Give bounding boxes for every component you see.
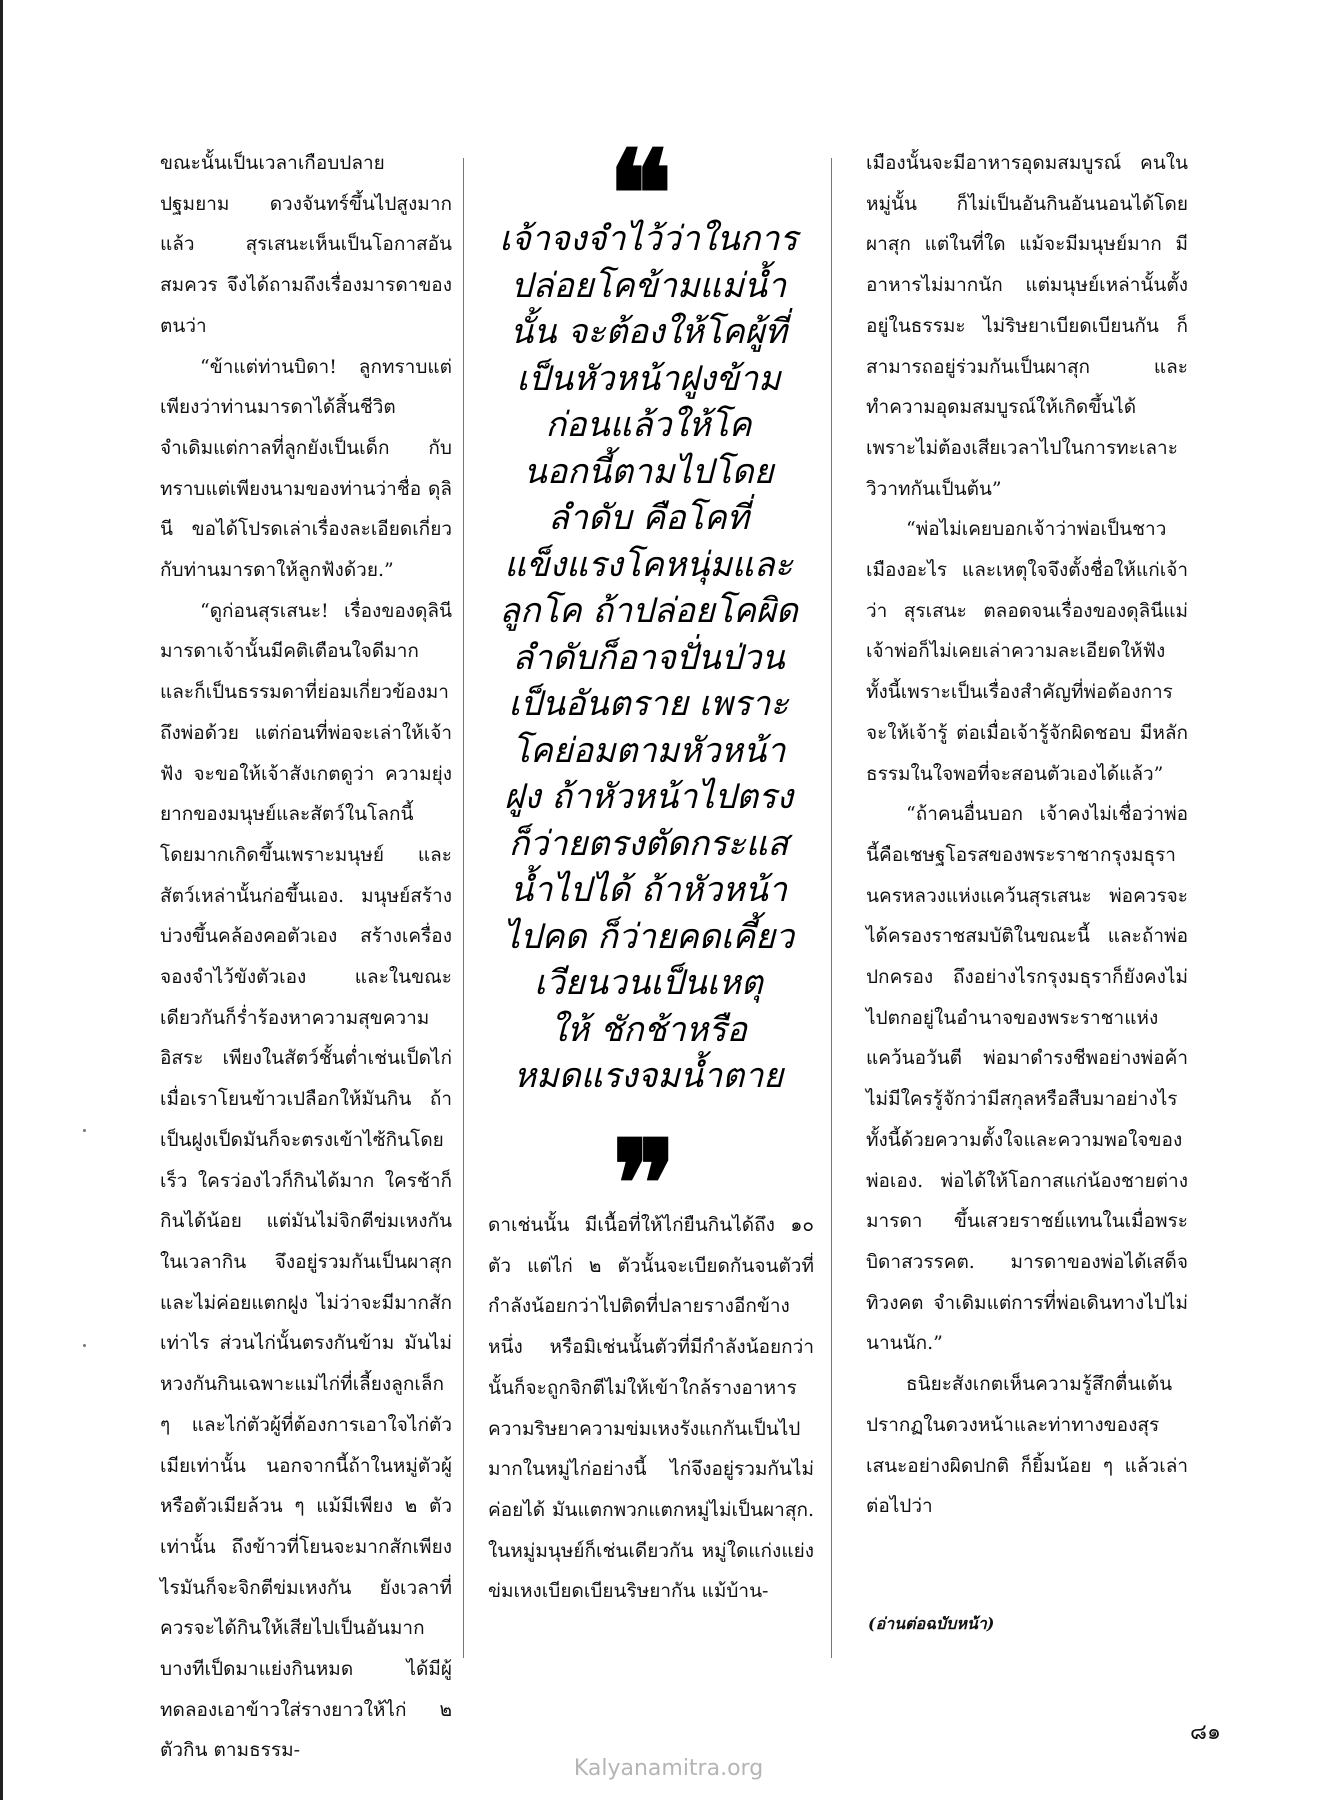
scan-speck <box>83 1129 86 1132</box>
pull-quote-line: เจ้าจงจำไว้ว่าในการ <box>499 219 798 259</box>
middle-paragraph-1: ดาเช่นนั้น มีเนื้อที่ให้ไก่ยืนกินได้ถึง ๑๐ ตัว แต่ไก่ ๒ ตัวนั้นจะเบียดกันจนตัวที่กำลังน้อยกว่าไปติดที่ปลายรางอีกข้างหนึ่ง หรือมิเช่นนั้นตัวที่มีกำลังน้อยกว่านั้นก็จะถูกจิกตีไม่ให้เข้าใกล้รางอาหาร ความริษยาความข่มเหงรังแกกันเป็นไปมากในหมู่ไก่อย่างนี้ ไก่จึงอยู่รวมกันไม่ค่อยได้ มันแตกพวกแตกหมู่ไม่เป็นผาสุก. ในหมู่มนุษย์ก็เช่นเดียวกัน หมู่ใดแก่งแย่งข่มเหงเบียดเบียนริษยากัน แม้บ้าน- <box>488 1214 814 1603</box>
pull-quote <box>466 216 831 1100</box>
close-quote-icon: ❞ <box>612 1114 659 1255</box>
left-paragraph-1: ขณะนั้นเป็นเวลาเกือบปลายปฐมยาม ดวงจันทร์ขึ้นไปสูงมากแล้ว สุรเสนะเห็นเป็นโอกาสอันสมควร จึงได้ถามถึงเรื่องมารดาของตนว่า <box>160 152 452 337</box>
pull-quote-line: น้ำไปได้ ถ้าหัวหน้า <box>510 870 787 910</box>
pull-quote-line: หมดแรงจมน้ำตาย <box>513 1056 784 1096</box>
column-divider-left <box>463 158 464 1658</box>
column-divider-right <box>831 158 832 1658</box>
pull-quote-line: ลูกโค ถ้าปล่อยโคผิด <box>499 591 798 631</box>
right-paragraph-4: ธนิยะสังเกตเห็นความรู้สึกตื่นเต้น ปรากฏในดวงหน้าและท่าทางของสุรเสนะอย่างผิดปกติ ก็ยิ้มน้อย ๆ แล้วเล่าต่อไปว่า <box>866 1373 1188 1518</box>
pull-quote-line: นั้น จะต้องให้โคผู้ที่ <box>510 312 787 352</box>
pull-quote-line: ลำดับ คือโคที่ <box>548 498 749 538</box>
pull-quote-line: ฝูง ถ้าหัวหน้าไปตรง <box>504 777 793 817</box>
left-paragraph-2: “ข้าแต่ท่านบิดา! ลูกทราบแต่เพียงว่าท่านมารดาได้สิ้นชีวิต จำเดิมแต่กาลที่ลูกยังเป็นเด็ก กับทราบแต่เพียงนามของท่านว่าชื่อ ดุลินี ขอได้โปรดเล่าเรื่องละเอียดเกี่ยวกับท่านมารดาให้ลูกฟังด้วย.” <box>160 355 452 582</box>
page-edge-line <box>0 0 3 1800</box>
pull-quote-line: แข็งแรงโคหนุ่มและ <box>504 544 793 585</box>
pull-quote-line: ให้ ชักช้าหรือ <box>550 1009 747 1050</box>
right-paragraph-2: “พ่อไม่เคยบอกเจ้าว่าพ่อเป็นชาวเมืองอะไร และเหตุใจจึงตั้งชื่อให้แก่เจ้าว่า สุรเสนะ ตลอดจนเรื่องของดุลินีแม่เจ้าพ่อก็ไม่เคยเล่าความละเอียดให้ฟัง ทั้งนี้เพราะเป็นเรื่องสำคัญที่พ่อต้องการจะให้เจ้ารู้ ต่อเมื่อเจ้ารู้จักผิดชอบ มีหลักธรรมในใจพอที่จะสอนตัวเองได้แล้ว” <box>866 518 1188 785</box>
pull-quote-line: โคย่อมตามหัวหน้า <box>511 730 786 771</box>
open-quote-icon: ❝ <box>608 124 655 265</box>
pull-quote-line: ไปคด ก็ว่ายคดเคี้ยว <box>502 916 795 957</box>
page-number: ๘๑ <box>1190 1720 1221 1745</box>
scan-speck <box>83 1344 86 1347</box>
pull-quote-line: เป็นอันตราย เพราะ <box>508 684 789 724</box>
pull-quote-line: ก็ว่ายตรงตัดกระแส <box>508 823 789 864</box>
right-paragraph-1: เมืองนั้นจะมีอาหารอุดมสมบูรณ์ คนในหมู่นั้น ก็ไม่เป็นอันกินอันนอนได้โดยผาสุก แต่ในที่ใด แม้จะมีมนุษย์มาก มีอาหารไม่มากนัก แต่มนุษย์เหล่านั้นตั้งอยู่ในธรรมะ ไม่ริษยาเบียดเบียนกัน ก็สามารถอยู่ร่วมกันเป็นผาสุก และทำความอุดมสมบูรณ์ให้เกิดขึ้นได้ เพราะไม่ต้องเสียเวลาไปในการทะเลาะวิวาทกันเป็นต้น” <box>866 152 1188 500</box>
left-column <box>160 143 452 1771</box>
right-column <box>866 143 1188 1527</box>
pull-quote-line: ลำดับก็อาจปั่นป่วน <box>512 637 785 678</box>
pull-quote-line: เป็นหัวหน้าฝูงข้าม <box>516 358 781 399</box>
pull-quote-line: ปล่อยโคข้ามแม่น้ำ <box>510 265 787 306</box>
right-paragraph-3: “ถ้าคนอื่นบอก เจ้าคงไม่เชื่อว่าพ่อนี้คือเชษฐโอรสของพระราชากรุงมธุรา นครหลวงแห่งแคว้นสุรเสนะ พ่อควรจะได้ครองราชสมบัติในขณะนี้ และถ้าพ่อปกครอง ถึงอย่างไรกรุงมธุราก็ยังคงไม่ไปตกอยู่ในอำนาจของพระราชาแห่งแคว้นอวันตี พ่อมาดำรงชีพอย่างพ่อค้า ไม่มีใครรู้จักว่ามีสกุลหรือสืบมาอย่างไร ทั้งนี้ด้วยความตั้งใจและความพอใจของพ่อเอง. พ่อได้ให้โอกาสแก่น้องชายต่างมารดา ขึ้นเสวยราชย์แทนในเมื่อพระบิดาสวรรคต. มารดาของพ่อได้เสด็จทิวงคต จำเดิมแต่การที่พ่อเดินทางไปไม่นานนัก.” <box>866 803 1188 1355</box>
pull-quote-line: นอกนี้ตามไปโดย <box>523 451 774 492</box>
pull-quote-line: ก่อนแล้วให้โค <box>545 405 752 445</box>
pull-quote-line: เวียนวนเป็นเหตุ <box>534 963 763 1003</box>
watermark: Kalyanamitra.org <box>573 1756 764 1781</box>
middle-column <box>488 1205 814 1612</box>
continued-note: (อ่านต่อฉบับหน้า) <box>868 1614 995 1633</box>
left-paragraph-3: “ดูก่อนสุรเสนะ! เรื่องของดุลินีมารดาเจ้านั้นมีคติเตือนใจดีมาก และก็เป็นธรรมดาที่ย่อมเกี่ยวข้องมาถึงพ่อด้วย แต่ก่อนที่พ่อจะเล่าให้เจ้าฟัง จะขอให้เจ้าสังเกตดูว่า ความยุ่งยากของมนุษย์และสัตว์ในโลกนี้ โดยมากเกิดขึ้นเพราะมนุษย์ และสัตว์เหล่านั้นก่อขึ้นเอง. มนุษย์สร้างบ่วงขึ้นคล้องคอตัวเอง สร้างเครื่องจองจำไว้ขังตัวเอง และในขณะเดียวกันก็ร่ำร้องหาความสุขความอิสระ เพียงในสัตว์ชั้นต่ำเช่นเป็ดไก่ เมื่อเราโยนข้าวเปลือกให้มันกิน ถ้าเป็นฝูงเป็ดมันก็จะตรงเข้าไซ้กินโดยเร็ว ใครว่องไวก็กินได้มาก ใครช้าก็กินได้น้อย แต่มันไม่จิกตีข่มเหงกันในเวลากิน จึงอยู่รวมกันเป็นผาสุก และไม่ค่อยแตกฝูง ไม่ว่าจะมีมากสักเท่าไร ส่วนไก่นั้นตรงกันข้าม มันไม่หวงกันกินเฉพาะแม่ไก่ที่เลี้ยงลูกเล็ก ๆ และไก่ตัวผู้ที่ต้องการเอาใจไก่ตัวเมียเท่านั้น นอกจากนี้ถ้าในหมู่ตัวผู้หรือตัวเมียล้วน ๆ แม้มีเพียง ๒ ตัวเท่านั้น ถึงข้าวที่โยนจะมากสักเพียงไรมันก็จะจิกตีข่มเหงกัน ยังเวลาที่ควรจะได้กินให้เสียไปเป็นอันมาก บางทีเป็ดมาแย่งกินหมด ได้มีผู้ทดลองเอาข้าวใส่รางยาวให้ไก่ ๒ ตัวกิน ตามธรรม- <box>160 599 452 1762</box>
